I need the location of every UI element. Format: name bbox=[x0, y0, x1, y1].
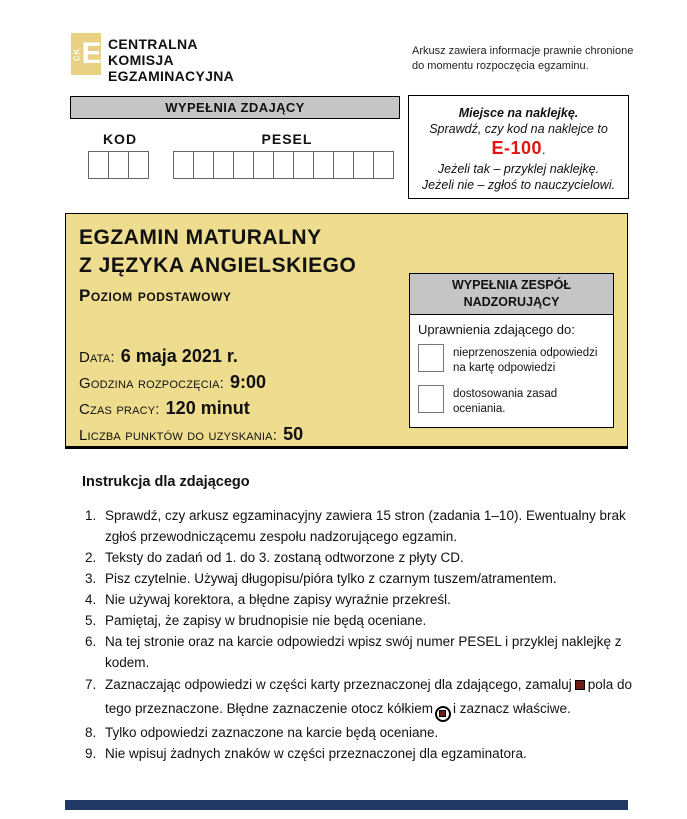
cke-logo-letter-e: E bbox=[81, 37, 102, 70]
duration-row bbox=[79, 398, 303, 424]
item-text-part: i zaznacz właściwe. bbox=[452, 701, 571, 716]
supervisor-option bbox=[418, 385, 605, 417]
pesel-cell[interactable] bbox=[193, 151, 214, 179]
instruction-item bbox=[85, 743, 633, 764]
item-number: 9. bbox=[85, 745, 97, 761]
item-text: Pisz czytelnie. Używaj długopisu/pióra tylko z czarnym tuszem/atramentem. bbox=[105, 571, 557, 586]
cke-logo-vertical-text: CK bbox=[72, 47, 82, 61]
sticker-no-line: Jeżeli nie – zgłoś to nauczycielowi. bbox=[421, 178, 616, 192]
supervisor-intro: Uprawnienia zdającego do: bbox=[418, 322, 575, 337]
pesel-cell[interactable] bbox=[233, 151, 254, 179]
instruction-item bbox=[85, 547, 633, 568]
item-text: Pamiętaj, że zapisy w brudnopisie nie będą oceniane. bbox=[105, 613, 427, 628]
pesel-cell[interactable] bbox=[373, 151, 394, 179]
item-number: 8. bbox=[85, 724, 97, 740]
org-line: KOMISJA bbox=[108, 52, 174, 68]
item-text: Nie wpisuj żadnych znaków w części przeznaczonej dla egzaminatora. bbox=[105, 745, 527, 761]
filled-square-icon bbox=[575, 680, 585, 690]
start-time-row bbox=[79, 372, 303, 398]
pesel-cell[interactable] bbox=[333, 151, 354, 179]
supervisor-option bbox=[418, 344, 605, 376]
supervisor-box-header bbox=[410, 274, 613, 315]
exam-title-line: EGZAMIN MATURALNY bbox=[79, 226, 322, 249]
item-number: 7. bbox=[85, 677, 97, 692]
supervisor-box-body bbox=[410, 315, 613, 427]
start-time-value: 9:00 bbox=[230, 372, 267, 392]
pesel-cell[interactable] bbox=[353, 151, 374, 179]
exam-date-row bbox=[79, 346, 303, 372]
item-number: 4. bbox=[85, 592, 97, 607]
legal-line: do momentu rozpoczęcia egzaminu. bbox=[412, 60, 589, 72]
footer-bar bbox=[65, 800, 628, 810]
instructions-title: Instrukcja dla zdającego bbox=[82, 474, 250, 490]
kod-label: KOD bbox=[102, 131, 138, 147]
item-text: Tylko odpowiedzi zaznaczone na karcie będą oceniane. bbox=[105, 724, 439, 740]
option-label: dostosowania zasad oceniania. bbox=[453, 388, 558, 415]
exam-code: E-100 bbox=[491, 138, 543, 158]
instruction-item bbox=[85, 610, 633, 631]
item-text: Sprawdź, czy arkusz egzaminacyjny zawiera 15 stron (zadania 1–10). Ewentualny brak zgłoś przewodniczącemu zespołu nadzorującego egzamin. bbox=[105, 508, 626, 544]
org-line: CENTRALNA bbox=[108, 36, 198, 52]
date-label: Data: bbox=[79, 349, 115, 366]
instruction-item-with-icons bbox=[85, 673, 633, 722]
instruction-item bbox=[85, 568, 633, 589]
exam-level: Poziom podstawowy bbox=[79, 286, 232, 305]
checkbox-adapted-grading[interactable] bbox=[418, 385, 444, 413]
pesel-cell[interactable] bbox=[273, 151, 294, 179]
instructions-list bbox=[85, 505, 633, 764]
instruction-item bbox=[85, 631, 633, 673]
instruction-item bbox=[85, 589, 633, 610]
org-line: EGZAMINACYJNA bbox=[108, 68, 235, 84]
item-text: Teksty do zadań od 1. do 3. zostaną odtworzone z płyty CD. bbox=[105, 550, 464, 565]
kod-cell[interactable] bbox=[108, 151, 129, 179]
instruction-item bbox=[85, 722, 633, 743]
kod-cell[interactable] bbox=[88, 151, 109, 179]
circled-square-inner bbox=[439, 710, 446, 717]
item-text: Na tej stronie oraz na karcie odpowiedzi wpisz swój numer PESEL i przyklej naklejkę z kodem. bbox=[105, 634, 622, 670]
item-number: 5. bbox=[85, 613, 97, 628]
max-points-label: Liczba punktów do uzyskania: bbox=[79, 427, 278, 444]
item-text-part: pola do tego przeznaczone. Błędne zaznaczenie otocz kółkiem bbox=[105, 677, 633, 716]
duration-label: Czas pracy: bbox=[79, 401, 160, 418]
item-number: 6. bbox=[85, 634, 97, 649]
pesel-cell[interactable] bbox=[173, 151, 194, 179]
code-suffix: . bbox=[542, 143, 546, 157]
circled-square-icon bbox=[435, 706, 451, 722]
option-label: nieprzenoszenia odpowiedzi na kartę odpowiedzi bbox=[453, 347, 598, 374]
sticker-box bbox=[408, 95, 629, 199]
start-time-label: Godzina rozpoczęcia: bbox=[79, 375, 225, 392]
supervisor-box bbox=[409, 273, 614, 428]
item-text: Nie używaj korektora, a błędne zapisy wyraźnie przekreśl. bbox=[105, 592, 451, 607]
max-points-value: 50 bbox=[283, 424, 304, 444]
exam-details bbox=[79, 346, 303, 450]
kod-input-cells bbox=[88, 151, 149, 179]
item-text bbox=[105, 673, 633, 722]
legal-line: Arkusz zawiera informacje prawnie chronione bbox=[412, 45, 634, 57]
item-number: 2. bbox=[85, 550, 97, 565]
duration-value: 120 minut bbox=[165, 398, 250, 418]
pesel-cell[interactable] bbox=[313, 151, 334, 179]
kod-cell[interactable] bbox=[128, 151, 149, 179]
instruction-item bbox=[85, 505, 633, 547]
checkbox-no-transfer[interactable] bbox=[418, 344, 444, 372]
exam-info-box bbox=[65, 213, 628, 449]
pesel-cell[interactable] bbox=[293, 151, 314, 179]
legal-notice bbox=[412, 44, 672, 74]
item-text-part: Zaznaczając odpowiedzi w części karty przeznaczonej dla zdającego, zamaluj bbox=[105, 677, 572, 692]
pesel-label: PESEL bbox=[261, 131, 313, 147]
exam-title-line: Z JĘZYKA ANGIELSKIEGO bbox=[79, 254, 357, 277]
max-points-row bbox=[79, 424, 303, 450]
pesel-cell[interactable] bbox=[253, 151, 274, 179]
date-value: 6 maja 2021 r. bbox=[120, 346, 238, 366]
pesel-input-cells bbox=[173, 151, 394, 179]
exam-title bbox=[79, 224, 356, 280]
item-number: 1. bbox=[85, 508, 97, 523]
cke-logo-icon bbox=[71, 33, 101, 75]
supervisor-header-line: NADZORUJĄCY bbox=[463, 295, 560, 309]
item-number: 3. bbox=[85, 571, 97, 586]
organization-name bbox=[108, 36, 234, 84]
sticker-yes-line: Jeżeli tak – przyklej naklejkę. bbox=[437, 162, 600, 176]
sticker-code-line bbox=[409, 137, 628, 161]
pesel-cell[interactable] bbox=[213, 151, 234, 179]
cke-logo bbox=[71, 33, 101, 75]
supervisor-header-line: WYPEŁNIA ZESPÓŁ bbox=[452, 278, 571, 292]
candidate-section-header: WYPEŁNIA ZDAJĄCY bbox=[70, 96, 400, 119]
sticker-check-line: Sprawdź, czy kod na naklejce to bbox=[429, 122, 608, 136]
sticker-title: Miejsce na naklejkę. bbox=[458, 106, 579, 120]
